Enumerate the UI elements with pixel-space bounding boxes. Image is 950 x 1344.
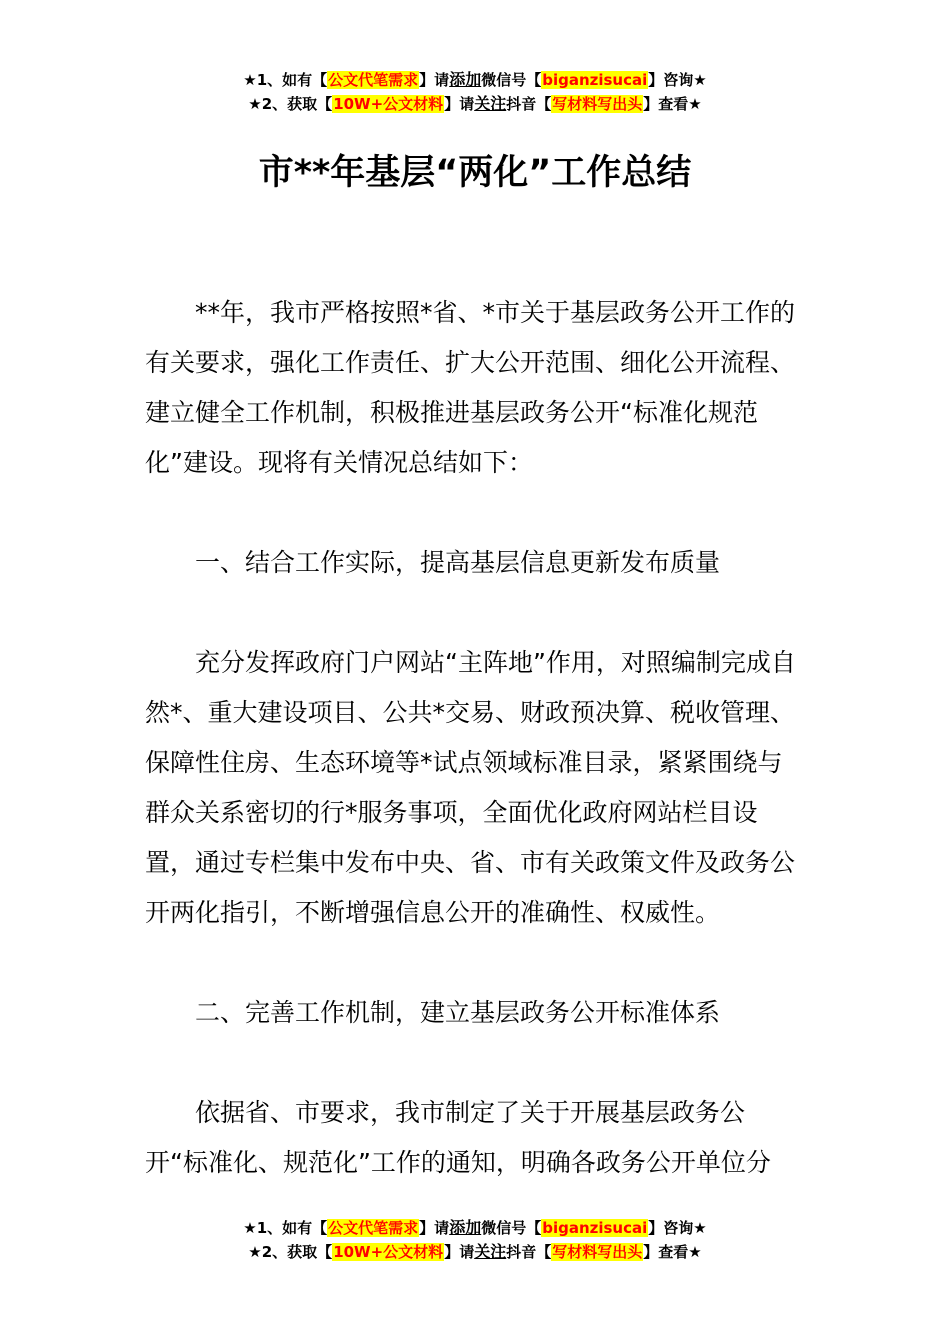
- emphasis-text: 关注: [474, 94, 507, 113]
- highlight-service: 公文代笔需求: [328, 1219, 419, 1237]
- emphasis-text: 添加: [449, 1218, 482, 1237]
- banner-text: ★1、如有【: [243, 1219, 328, 1237]
- highlight-materials: 10W+公文材料: [333, 95, 444, 113]
- banner-text: 】咨询★: [648, 1219, 707, 1237]
- banner-text: 】请: [444, 1243, 475, 1261]
- document-title: 市**年基层“两化”工作总结: [258, 153, 692, 193]
- highlight-wechat-id: biganzisucai: [542, 71, 648, 89]
- banner-text: 】请: [419, 1219, 450, 1237]
- banner-text: 】请: [444, 95, 475, 113]
- banner-text: ★1、如有【: [243, 71, 328, 89]
- banner-text: 】查看★: [643, 95, 702, 113]
- highlight-wechat-id: biganzisucai: [542, 1219, 648, 1237]
- banner-text: ★2、获取【: [248, 95, 333, 113]
- header-banner: [0, 68, 950, 116]
- highlight-materials: 10W+公文材料: [333, 1243, 444, 1261]
- banner-text: 微信号【: [481, 71, 542, 89]
- banner-text: 】请: [419, 71, 450, 89]
- banner-text: ★2、获取【: [248, 1243, 333, 1261]
- intro-paragraph: **年，我市严格按照*省、*市关于基层政务公开工作的有关要求，强化工作责任、扩大公开范围、细化公开流程、建立健全工作机制，积极推进基层政务公开“标准化规范化”建设。现将有关情况总结如下：: [145, 298, 796, 477]
- emphasis-text: 关注: [474, 1242, 507, 1261]
- highlight-douyin: 写材料写出头: [552, 1243, 643, 1261]
- banner-text: 】查看★: [643, 1243, 702, 1261]
- highlight-douyin: 写材料写出头: [552, 95, 643, 113]
- footer-banner: [0, 1216, 950, 1264]
- banner-line-2: [0, 92, 950, 116]
- banner-text: 】咨询★: [648, 71, 707, 89]
- banner-text: 抖音【: [506, 1243, 552, 1261]
- document-body: [145, 288, 807, 1188]
- banner-line-1: [0, 1216, 950, 1240]
- section-paragraph: 依据省、市要求，我市制定了关于开展基层政务公开“标准化、规范化”工作的通知，明确各政务公开单位分: [145, 1098, 771, 1177]
- banner-text: 微信号【: [481, 1219, 542, 1237]
- banner-line-2: [0, 1240, 950, 1264]
- banner-line-1: [0, 68, 950, 92]
- section-heading: 一、结合工作实际，提高基层信息更新发布质量: [195, 548, 721, 577]
- section-paragraph: 充分发挥政府门户网站“主阵地”作用，对照编制完成自然*、重大建设项目、公共*交易、财政预决算、税收管理、保障性住房、生态环境等*试点领域标准目录，紧紧围绕与群众关系密切的行*服务事项，全面优化政府网站栏目设置，通过专栏集中发布中央、省、市有关政策文件及政务公开两化指引，不断增强信息公开的准确性、权威性。: [145, 648, 796, 927]
- emphasis-text: 添加: [449, 70, 482, 89]
- section-heading: 二、完善工作机制，建立基层政务公开标准体系: [195, 998, 721, 1027]
- banner-text: 抖音【: [506, 95, 552, 113]
- highlight-service: 公文代笔需求: [328, 71, 419, 89]
